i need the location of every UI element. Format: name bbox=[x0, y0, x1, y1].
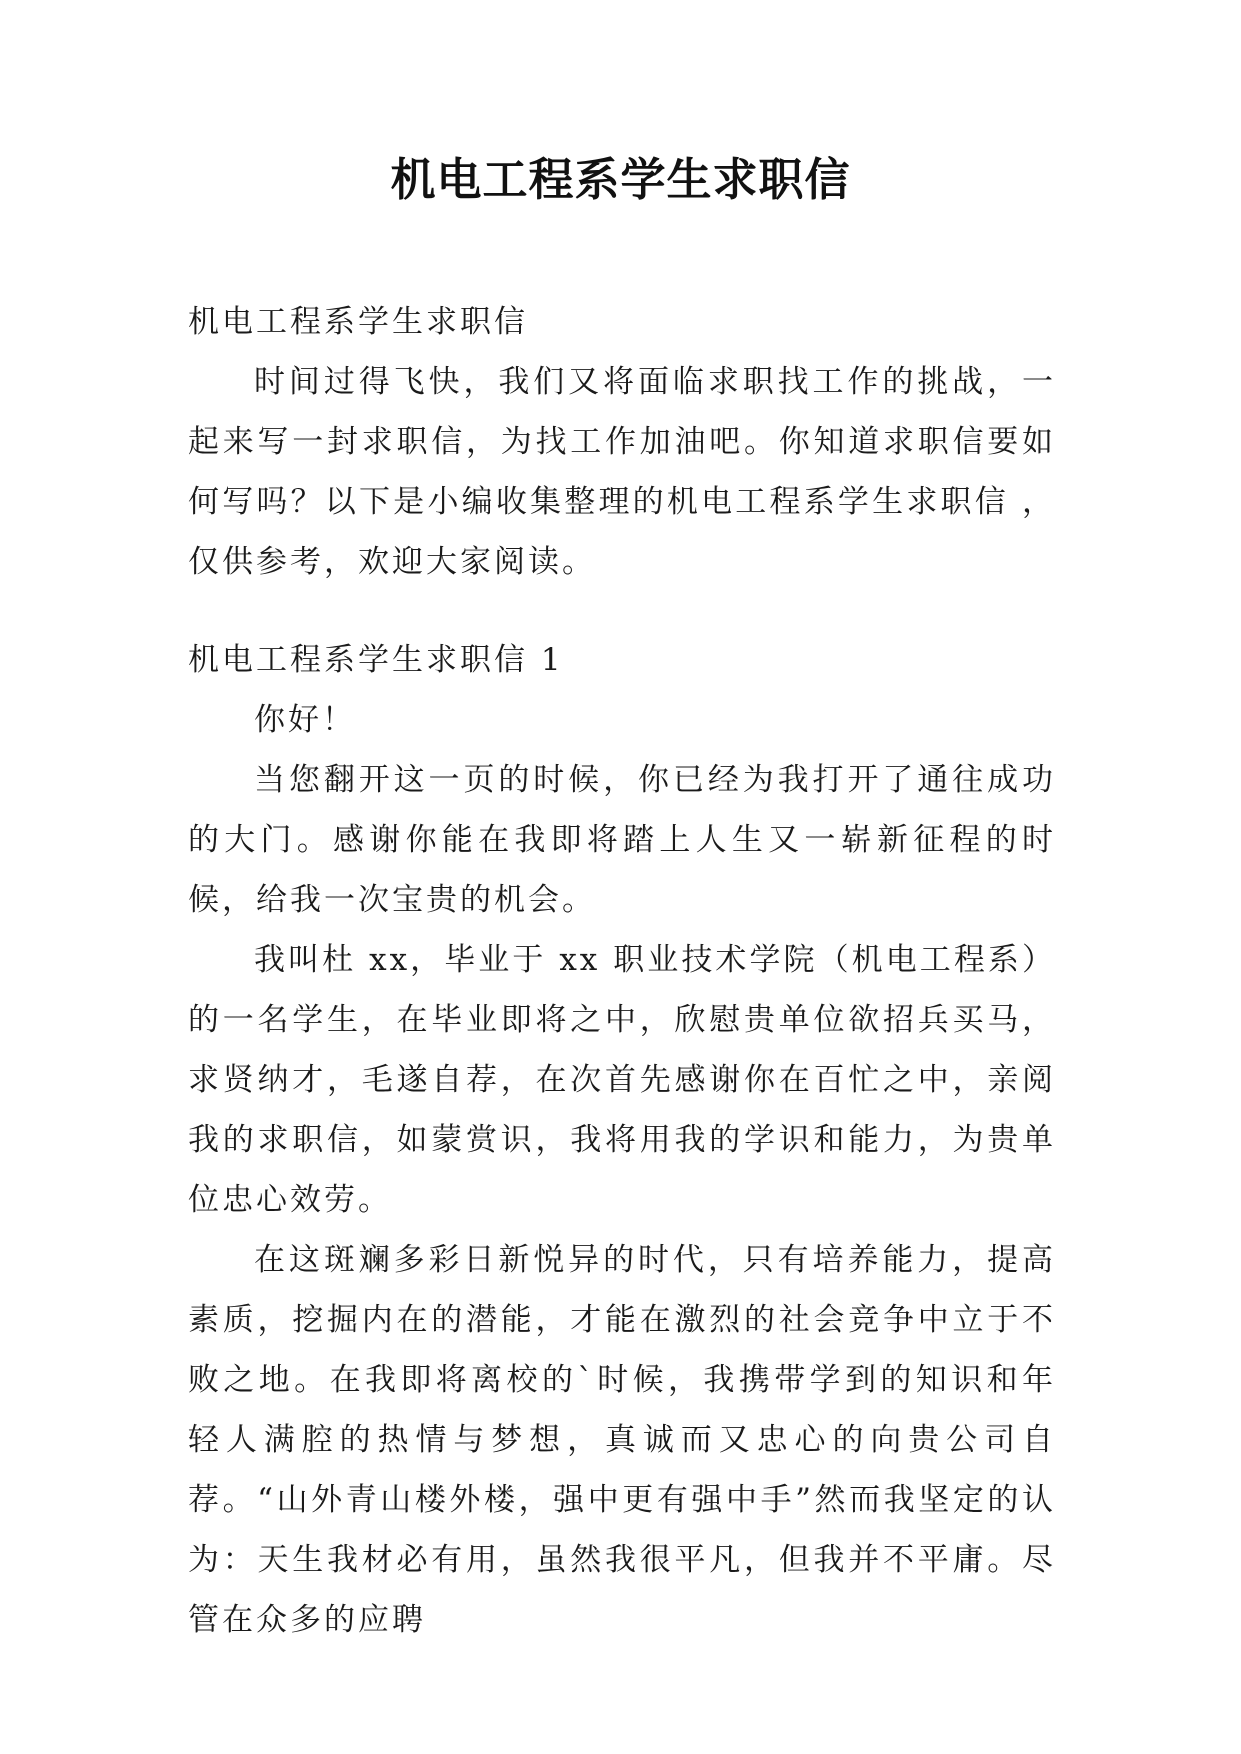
body-paragraph: 当您翻开这一页的时候，你已经为我打开了通往成功的大门。感谢你能在我即将踏上人生又一崭新征程的时候，给我一次宝贵的机会。 bbox=[188, 762, 1056, 918]
document-title: 机电工程系学生求职信 bbox=[390, 153, 851, 206]
intro-heading: 机电工程系学生求职信 bbox=[188, 304, 528, 340]
section-spacer bbox=[188, 592, 1056, 630]
greeting: 你好！ bbox=[254, 702, 356, 738]
document-body bbox=[188, 292, 1056, 1650]
intro-paragraph: 时间过得飞快，我们又将面临求职找工作的挑战，一起来写一封求职信，为找工作加油吧。你知道求职信要如何写吗？以下是小编收集整理的机电工程系学生求职信 ，仅供参考，欢迎大家阅读。 bbox=[188, 364, 1056, 580]
body-paragraph: 我叫杜 xx，毕业于 xx 职业技术学院（机电工程系）的一名学生，在毕业即将之中，欣慰贵单位欲招兵买马，求贤纳才，毛遂自荐，在次首先感谢你在百忙之中，亲阅我的求职信，如蒙赏识，我将用我的学识和能力，为贵单位忠心效劳。 bbox=[188, 942, 1056, 1218]
section-heading: 机电工程系学生求职信 1 bbox=[188, 642, 564, 678]
body-paragraph: 在这斑斓多彩日新悦异的时代，只有培养能力，提高素质，挖掘内在的潜能，才能在激烈的社会竞争中立于不败之地。在我即将离校的`时候，我携带学到的知识和年轻人满腔的热情与梦想，真诚而又忠心的向贵公司自荐。“山外青山楼外楼，强中更有强中手”然而我坚定的认为：天生我材必有用，虽然我很平凡，但我并不平庸。尽管在众多的应聘 bbox=[188, 1242, 1056, 1638]
